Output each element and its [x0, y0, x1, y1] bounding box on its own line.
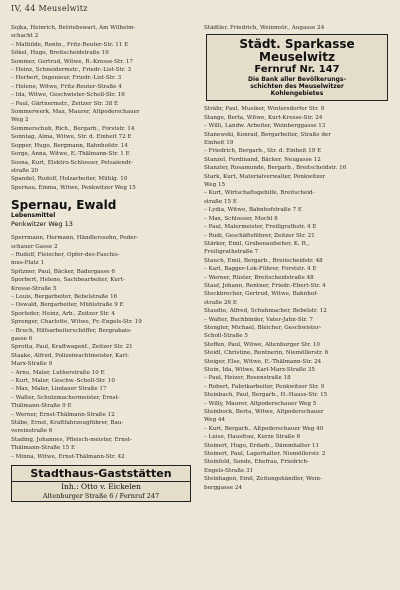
- directory-entry: Strähr, Paul, Musiker, Wintersdorfer Str. 9: [204, 106, 325, 113]
- directory-entry: – Willy, Maurer, Altpoderschauer Weg 5: [204, 400, 317, 407]
- directory-entry: – Robert, Fabrikarbeiter, Penkwitzer Str. 9: [204, 383, 325, 390]
- directory-entry: Stärker, Emil, Grubenaufseher, K. R.,: [204, 240, 310, 247]
- directory-entry: straße 15 E: [204, 198, 237, 205]
- directory-entry: Stengler, Michael, Bleicher, Geschwister-: [204, 324, 322, 331]
- sparkasse-ad-line2: Meuselwitz: [259, 50, 335, 65]
- directory-entry: Einheit 19: [204, 140, 234, 147]
- directory-entry: Weg 15: [204, 182, 226, 189]
- directory-entry: – Walter, Buchbinder, Vater-Jahn-Str. 7: [204, 316, 313, 323]
- directory-entry: schacht 2: [11, 33, 39, 40]
- sparkasse-ad-slogan3: Kohlengebietes: [270, 90, 324, 98]
- directory-entry: Stein, Ida, Witwe, Karl-Marx-Straße 35: [204, 367, 315, 373]
- directory-entry: Steinert, Hugo, Erdarb., Dämmhalter 11: [204, 442, 320, 449]
- directory-entry: Stading, Johannes, Pfleisch-meister, Ernst-: [11, 436, 132, 443]
- left-entries-top: [11, 24, 191, 192]
- spernau-ad-address: Penkwitzer Weg 13: [11, 220, 73, 229]
- directory-entry: – Paul, Malermeister, Freiligrathstr. 4 E: [204, 224, 317, 231]
- directory-entry: – Mathilde, Rentn., Fritz-Reuter-Str. 11 E: [11, 41, 129, 48]
- directory-entry: – Rudolf, Fleischer, Opfer-des-Faschis-: [11, 251, 120, 258]
- directory-entry: Thälmann-Straße 15 E: [11, 445, 76, 452]
- left-column: [11, 24, 191, 506]
- directory-entry: Steinhagen, Emil, Zeitungshändler, Wein-: [204, 476, 322, 483]
- directory-entry: Stäbe, Ernst, Kraftfahrzeugführer, Bau-: [11, 420, 124, 427]
- directory-entry: Stange, Berta, Witwe, Kurt-Kresse-Str. 24: [204, 114, 323, 121]
- directory-entry: straße 26 E: [204, 299, 237, 306]
- directory-entry: straße 20: [11, 167, 39, 174]
- directory-entry: Steinert, Paul, Lagerhalter, Niemöllerstr. 2: [204, 451, 326, 458]
- directory-entry: Scholl-Straße 5: [204, 333, 248, 340]
- directory-entry: Sonntag, Alma, Witwe, Str. d. Einheit 72 E: [11, 134, 132, 141]
- directory-entry: – Max, Schlosser, Mochl 8: [204, 215, 278, 222]
- directory-entry: berggasse 24: [204, 484, 243, 491]
- directory-entry: Steidl, Christine, Rentnerin, Niemöllerstr. 6: [204, 350, 329, 357]
- directory-entry: – Paul, Heizer, Rosenstraße 18: [204, 375, 291, 382]
- directory-entry: Steckbrecher, Gertrud, Witwe, Bahnhof-: [204, 291, 318, 298]
- directory-entry: – Kurt, Maler, Geschw.-Scholl-Str. 10: [11, 378, 115, 385]
- directory-entry: mus-Platz 1: [11, 260, 45, 267]
- directory-entry: – Ida, Witwe, Geschwister-Scholl-Str. 16: [11, 92, 125, 99]
- directory-entry: Weg 2: [11, 117, 29, 124]
- directory-entry: Spandel, Rudolf, Holzarbeiter, Mühlg. 10: [11, 176, 128, 183]
- directory-entry: – Werner, Ernst-Thälmann-Straße 12: [11, 411, 115, 418]
- directory-entry: Engels-Straße 31: [204, 467, 254, 474]
- directory-entry: Freiligrathstraße 7: [204, 249, 259, 256]
- directory-entry: Steinbock, Berta, Witwe, Altpoderschauer: [204, 409, 324, 416]
- directory-entry: – Willi, Landw. Arbeiter, Weinberggasse 13: [204, 123, 326, 130]
- directory-entry: Steiger, Else, Witwe, E.-Thälmann-Str. 24: [204, 358, 322, 365]
- directory-entry: – Minna, Witwe, Ernst-Thälmann-Str. 42: [11, 453, 125, 460]
- directory-entry: – Paul, Gärtnermstr., Zeitzer Str. 38 E: [11, 100, 119, 107]
- directory-entry: Staudte, Alfred, Schuhmacher, Bebelstr. 12: [204, 308, 327, 315]
- directory-entry: Sommer, Gertrud, Witwe, R.-Kresse-Str. 17: [11, 58, 133, 65]
- directory-entry: Sporbert, Helene, Sachbearbeiter, Kurt-: [11, 277, 125, 284]
- directory-entry: – Heinz, Schneidermstr., Friedr.-List-Str. 3: [11, 67, 132, 74]
- right-entries-bottom: [204, 105, 392, 492]
- directory-entry: vereinstraße 6: [11, 428, 53, 435]
- directory-entry: Sprotta, Paul, Kraftwagenf., Zeitzer Str. 21: [11, 344, 133, 351]
- directory-entry: Stanzler, Rosamunde, Bergarb., Breitscheidstr. 16: [204, 165, 347, 172]
- directory-entry: – Bruch, Hilfsarbeiterschöffer, Bergrabais-: [11, 327, 132, 334]
- directory-entry: Stauch, Emil, Bergarb., Breitscheidstr. 48: [204, 257, 323, 264]
- directory-entry: Sperrmann, Hermann, Händlerssohn, Poder-: [11, 235, 139, 242]
- sparkasse-ad-slogan2: schichten des Meuselwitzer: [250, 83, 344, 91]
- stadthaus-ad-address: Altenburger Straße 6 / Fernruf 247: [42, 492, 160, 501]
- directory-entry: – Oswald, Bergarbeiter, Mühlstraße 9 E: [11, 302, 124, 309]
- directory-entry: Weg 44: [204, 417, 226, 424]
- directory-entry: Stanewski, Konrad, Bergarbeiter, Straße der: [204, 131, 331, 138]
- directory-entry: – Herbert, Ingenieur, Friedr.-List-Str. 3: [11, 75, 122, 82]
- directory-entry: Sopper, Hugo, Bergmann, Bahnhofstr. 14: [11, 142, 128, 149]
- directory-entry: Kresse-Straße 5: [11, 285, 57, 292]
- sparkasse-ad-slogan1: Die Bank aller Bevölkerungs-: [248, 76, 346, 84]
- spernau-advertisement: [11, 195, 191, 231]
- directory-entry: – Helene, Witwe, Fritz-Reuter-Straße 4: [11, 83, 122, 90]
- directory-entry: Thälmann-Straße 9 E: [11, 403, 72, 410]
- directory-entry: Sojka, Heinrich, Betriebswart, Am Wilhelm-: [11, 25, 136, 31]
- directory-entry: Sprenger, Charlotte, Witwe, Fr.-Engels-Str. 19: [11, 319, 142, 326]
- directory-entry: Spitzner, Paul, Bäcker, Badergasse 6: [11, 268, 115, 275]
- directory-entry: Sorge, Anna, Witwe, E.-Thälmann-Str. 1 E: [11, 151, 130, 158]
- directory-entry: Marx-Straße 9: [11, 361, 53, 368]
- directory-entry: – Max, Maler, Lindauer Straße 17: [11, 386, 107, 393]
- left-entries-bottom: [11, 234, 191, 461]
- directory-entry: Steffen, Paul, Witwe, Altenburger Str. 10: [204, 341, 320, 348]
- sparkasse-ad-line1: Städt. Sparkasse: [239, 37, 355, 52]
- directory-entry: Steinfeld, Sonde, Ehefrau, Friedrich-: [204, 459, 309, 466]
- directory-entry: – Luise, Hausfrau, Kurze Straße 6: [204, 434, 301, 441]
- spernau-ad-trade: Lebensmittel: [11, 212, 56, 220]
- directory-entry: Steinbach, Paul, Bergarb., H.-Hauss-Str. 15: [204, 392, 328, 399]
- directory-entry: – Walter, Schutzmachermeister, Ernst-: [11, 394, 120, 401]
- directory-entry: – Louis, Bergarbeiter, Bebelstraße 16: [11, 293, 118, 300]
- directory-entry: Städtler, Friedrich, Weinmstr., Augasse 24: [204, 25, 325, 31]
- directory-entry: – Werner, Rüster, Breitscheidstraße 48: [204, 274, 314, 281]
- directory-entry: Sommerwerk, Max, Maurer, Altpoderschauer: [11, 109, 140, 116]
- right-column: [204, 24, 392, 492]
- directory-entry: – Lydia, Witwe, Bahnhofstraße 7 E: [204, 207, 303, 214]
- sparkasse-advertisement: [206, 34, 388, 101]
- directory-entry: – Kurt, Bergarb., Altpoderschauer Weg 40: [204, 425, 324, 432]
- directory-entry: Stanzel, Ferdinand, Bäcker, Neugasse 12: [204, 156, 321, 163]
- directory-entry: Spernau, Emma, Witwe, Penkwitzer Weg 15: [11, 184, 136, 191]
- directory-entry: Stauf, Johann, Rentner, Friedr.-Ebert-Str. 4: [204, 282, 326, 289]
- stadthaus-ad-title: Stadthaus-Gaststätten: [12, 466, 190, 482]
- directory-entry: – Friedrich, Bergarb., Str. d. Einheit 19 E: [204, 148, 322, 155]
- directory-entry: Staake, Alfred, Polizeiwachtmeister, Karl-: [11, 352, 129, 359]
- sparkasse-ad-phone: Fernruf Nr. 147: [254, 64, 340, 76]
- stadthaus-advertisement: [11, 465, 191, 502]
- right-entries-top: [204, 24, 392, 32]
- directory-entry: – Rudi, Geschäftsführer, Zeitzer Str. 21: [204, 232, 315, 239]
- directory-entry: – Karl, Bagger-Lok-Führer, Forststr. 4 E: [204, 266, 317, 273]
- directory-entry: Sommerschuh, Rich., Bergarb., Forststr. 14: [11, 125, 135, 132]
- directory-entry: – Kurt, Wirtschaftsgehilfe, Breitscheid-: [204, 190, 315, 197]
- directory-entry: Stark, Kurt, Materialverwalter, Penkwitzer: [204, 173, 326, 180]
- stadthaus-ad-owner: Inh.: Otto v. Eickelen: [61, 482, 141, 492]
- directory-entry: gasse 6: [11, 336, 33, 342]
- directory-entry: schauer Gasse 2: [11, 243, 58, 250]
- directory-entry: Sökel, Hugo, Breitscheidstraße 19: [11, 50, 109, 57]
- directory-entry: – Arno, Maler, Lutherstraße 10 E: [11, 369, 105, 376]
- directory-entry: Sporleder, Heinz, Arb., Zeitzer Str. 4: [11, 310, 115, 317]
- page-header: IV, 44 Meuselwitz: [11, 4, 88, 13]
- spernau-ad-name: Spernau, Ewald: [11, 198, 117, 213]
- directory-entry: Sosna, Kurt, Elektro-Schlosser, Petsaiendr-: [11, 159, 133, 166]
